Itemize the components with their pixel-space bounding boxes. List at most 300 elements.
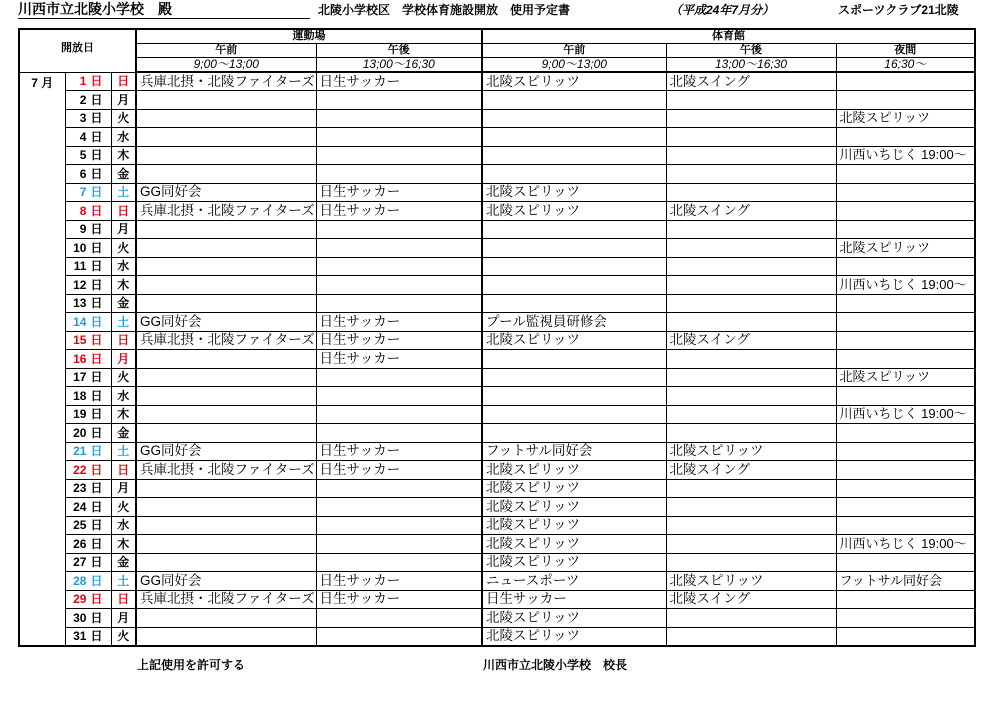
ground-afternoon-cell	[316, 535, 482, 554]
gym-night-cell	[836, 627, 975, 646]
ground-afternoon-cell	[316, 276, 482, 295]
gym-morning-cell: 北陵スピリッツ	[482, 72, 666, 91]
gym-night-time: 16;30～	[836, 57, 975, 72]
schedule-row	[19, 553, 975, 572]
gym-afternoon-cell: 北陵スイング	[666, 72, 836, 91]
gym-morning-cell	[482, 405, 666, 424]
organization: スポーツクラブ21北陵	[838, 3, 959, 17]
schedule-row	[19, 350, 975, 369]
ground-afternoon-cell: 日生サッカー	[316, 461, 482, 480]
weekday-cell: 金	[111, 165, 136, 184]
day-suffix: 日	[90, 240, 103, 255]
gym-afternoon-cell	[666, 387, 836, 406]
schedule-row	[19, 239, 975, 258]
gym-afternoon-cell: 北陵スイング	[666, 590, 836, 609]
gym-afternoon-time: 13;00～16;30	[666, 57, 836, 72]
ground-morning-cell	[136, 220, 316, 239]
gym-afternoon-cell	[666, 183, 836, 202]
schedule-row	[19, 442, 975, 461]
day-cell	[65, 405, 111, 424]
ground-morning-cell	[136, 553, 316, 572]
gym-afternoon-cell	[666, 128, 836, 147]
gym-header: 体育館	[482, 29, 975, 43]
day-suffix: 日	[90, 148, 103, 163]
ground-afternoon-cell	[316, 294, 482, 313]
weekday-cell: 月	[111, 479, 136, 498]
gym-morning-cell: 日生サッカー	[482, 590, 666, 609]
day-suffix: 日	[90, 370, 103, 385]
ground-morning-cell: 兵庫北摂・北陵ファイターズ	[136, 590, 316, 609]
gym-night-cell	[836, 331, 975, 350]
ground-morning-cell	[136, 239, 316, 258]
day-suffix: 日	[90, 296, 103, 311]
day-suffix: 日	[90, 259, 103, 274]
gym-afternoon-cell	[666, 109, 836, 128]
gym-morning-cell: 北陵スピリッツ	[482, 535, 666, 554]
gym-morning-cell: 北陵スピリッツ	[482, 461, 666, 480]
schedule-row	[19, 590, 975, 609]
month-cell: 7 月	[19, 72, 65, 646]
ground-afternoon-cell: 日生サッカー	[316, 572, 482, 591]
day-suffix: 日	[90, 425, 103, 440]
ground-afternoon-cell: 日生サッカー	[316, 590, 482, 609]
gym-afternoon-cell	[666, 146, 836, 165]
day-number: 12	[73, 277, 87, 292]
gym-night-cell	[836, 72, 975, 91]
day-cell	[65, 257, 111, 276]
ground-morning-cell	[136, 609, 316, 628]
gym-afternoon-cell	[666, 257, 836, 276]
day-cell	[65, 572, 111, 591]
ground-afternoon-cell: 日生サッカー	[316, 442, 482, 461]
weekday-cell: 木	[111, 146, 136, 165]
ground-afternoon-cell: 日生サッカー	[316, 183, 482, 202]
day-number: 31	[73, 629, 87, 643]
weekday-cell: 土	[111, 442, 136, 461]
day-cell	[65, 627, 111, 646]
weekday-cell: 土	[111, 572, 136, 591]
gym-afternoon-cell	[666, 350, 836, 369]
period: （平成24年7月分）	[670, 3, 775, 17]
day-cell	[65, 516, 111, 535]
ground-afternoon-cell: 日生サッカー	[316, 331, 482, 350]
gym-morning-header: 午前	[482, 43, 666, 57]
ground-afternoon-cell	[316, 257, 482, 276]
gym-night-cell	[836, 498, 975, 517]
day-cell	[65, 350, 111, 369]
ground-morning-cell	[136, 368, 316, 387]
schedule-row	[19, 331, 975, 350]
day-number: 4	[79, 129, 87, 144]
gym-night-cell	[836, 516, 975, 535]
day-cell	[65, 239, 111, 258]
weekday-cell: 月	[111, 220, 136, 239]
schedule-row	[19, 627, 975, 646]
day-number: 22	[73, 462, 87, 477]
gym-afternoon-cell: 北陵スピリッツ	[666, 572, 836, 591]
gym-morning-cell	[482, 165, 666, 184]
day-number: 16	[73, 351, 87, 366]
ground-afternoon-cell	[316, 627, 482, 646]
weekday-cell: 水	[111, 257, 136, 276]
gym-night-cell	[836, 479, 975, 498]
day-cell	[65, 165, 111, 184]
ground-afternoon-cell	[316, 387, 482, 406]
schedule-row	[19, 609, 975, 628]
day-cell	[65, 72, 111, 91]
gym-night-cell	[836, 553, 975, 572]
day-suffix: 日	[90, 314, 103, 329]
gym-night-cell	[836, 165, 975, 184]
day-number: 5	[79, 148, 87, 163]
day-number: 10	[73, 240, 87, 255]
weekday-cell: 日	[111, 331, 136, 350]
schedule-row	[19, 498, 975, 517]
day-number: 29	[73, 592, 87, 607]
day-number: 1	[79, 74, 87, 89]
gym-morning-cell: プール監視員研修会	[482, 313, 666, 332]
ground-afternoon-cell	[316, 91, 482, 110]
gym-morning-cell: 北陵スピリッツ	[482, 516, 666, 535]
weekday-cell: 火	[111, 498, 136, 517]
weekday-cell: 火	[111, 239, 136, 258]
gym-afternoon-cell	[666, 479, 836, 498]
day-number: 6	[79, 166, 87, 181]
schedule-table	[18, 28, 976, 647]
gym-morning-cell: フットサル同好会	[482, 442, 666, 461]
schedule-row	[19, 368, 975, 387]
schedule-row	[19, 109, 975, 128]
day-number: 25	[73, 518, 87, 533]
day-suffix: 日	[90, 536, 103, 551]
day-number: 18	[73, 388, 87, 403]
ground-morning-cell	[136, 498, 316, 517]
weekday-cell: 日	[111, 72, 136, 91]
ground-afternoon-cell	[316, 220, 482, 239]
day-suffix: 日	[90, 629, 103, 643]
gym-afternoon-cell	[666, 498, 836, 517]
day-suffix: 日	[90, 388, 103, 403]
weekday-cell: 水	[111, 387, 136, 406]
ground-afternoon-cell	[316, 239, 482, 258]
day-cell	[65, 424, 111, 443]
day-cell	[65, 609, 111, 628]
day-suffix: 日	[90, 222, 103, 237]
ground-afternoon-cell	[316, 424, 482, 443]
ground-afternoon-cell: 日生サッカー	[316, 72, 482, 91]
day-number: 14	[73, 314, 87, 329]
schedule-row	[19, 276, 975, 295]
ground-morning-cell	[136, 294, 316, 313]
gym-morning-cell: 北陵スピリッツ	[482, 627, 666, 646]
gym-morning-cell	[482, 257, 666, 276]
ground-afternoon-cell	[316, 165, 482, 184]
day-suffix: 日	[90, 592, 103, 607]
gym-afternoon-cell: 北陵スイング	[666, 461, 836, 480]
weekday-cell: 日	[111, 202, 136, 221]
ground-afternoon-cell	[316, 553, 482, 572]
ground-afternoon-cell: 日生サッカー	[316, 350, 482, 369]
ground-morning-cell	[136, 128, 316, 147]
day-suffix: 日	[90, 481, 103, 496]
day-number: 7	[79, 185, 87, 200]
schedule-row	[19, 387, 975, 406]
ground-header: 運動場	[136, 29, 482, 43]
gym-afternoon-cell	[666, 220, 836, 239]
schedule-row	[19, 257, 975, 276]
day-number: 27	[73, 555, 87, 570]
day-cell	[65, 553, 111, 572]
schedule-row	[19, 128, 975, 147]
weekday-cell: 木	[111, 276, 136, 295]
schedule-row	[19, 479, 975, 498]
gym-night-header: 夜間	[836, 43, 975, 57]
gym-afternoon-cell	[666, 405, 836, 424]
document-title: 北陵小学校区 学校体育施設開放 使用予定書	[318, 3, 571, 17]
ground-afternoon-cell	[316, 516, 482, 535]
day-cell	[65, 498, 111, 517]
ground-morning-cell	[136, 146, 316, 165]
day-suffix: 日	[90, 555, 103, 570]
day-cell	[65, 313, 111, 332]
ground-morning-cell	[136, 424, 316, 443]
gym-night-cell	[836, 91, 975, 110]
ground-afternoon-cell	[316, 405, 482, 424]
ground-afternoon-cell	[316, 609, 482, 628]
day-number: 11	[73, 259, 87, 274]
gym-night-cell: 北陵スピリッツ	[836, 109, 975, 128]
day-suffix: 日	[90, 407, 103, 422]
weekday-cell: 金	[111, 294, 136, 313]
gym-morning-cell	[482, 350, 666, 369]
weekday-cell: 火	[111, 627, 136, 646]
weekday-cell: 月	[111, 350, 136, 369]
weekday-cell: 日	[111, 590, 136, 609]
gym-night-cell	[836, 387, 975, 406]
gym-morning-cell	[482, 91, 666, 110]
schedule-row	[19, 294, 975, 313]
schedule-row	[19, 424, 975, 443]
ground-morning-cell: GG同好会	[136, 572, 316, 591]
day-suffix: 日	[90, 111, 103, 126]
weekday-cell: 火	[111, 109, 136, 128]
gym-night-cell	[836, 424, 975, 443]
gym-afternoon-cell	[666, 627, 836, 646]
day-number: 17	[73, 370, 87, 385]
gym-afternoon-cell	[666, 553, 836, 572]
ground-morning-cell	[136, 479, 316, 498]
ground-morning-cell: GG同好会	[136, 313, 316, 332]
gym-morning-cell	[482, 276, 666, 295]
gym-afternoon-cell	[666, 165, 836, 184]
gym-morning-cell: 北陵スピリッツ	[482, 498, 666, 517]
gym-morning-cell: ニュースポーツ	[482, 572, 666, 591]
gym-night-cell: 北陵スピリッツ	[836, 239, 975, 258]
schedule-row	[19, 313, 975, 332]
ground-morning-cell	[136, 350, 316, 369]
day-cell	[65, 276, 111, 295]
weekday-cell: 月	[111, 91, 136, 110]
day-cell	[65, 461, 111, 480]
gym-night-cell	[836, 183, 975, 202]
gym-morning-cell: 北陵スピリッツ	[482, 609, 666, 628]
gym-afternoon-cell	[666, 91, 836, 110]
ground-morning-cell: 兵庫北摂・北陵ファイターズ	[136, 461, 316, 480]
gym-night-cell: 北陵スピリッツ	[836, 368, 975, 387]
ground-morning-cell	[136, 165, 316, 184]
day-number: 3	[79, 111, 87, 126]
gym-night-cell: 川西いちじく 19:00～	[836, 535, 975, 554]
day-number: 19	[73, 407, 87, 422]
gym-afternoon-cell	[666, 535, 836, 554]
schedule-row	[19, 146, 975, 165]
weekday-cell: 金	[111, 424, 136, 443]
gym-morning-cell	[482, 387, 666, 406]
day-cell	[65, 331, 111, 350]
day-cell	[65, 479, 111, 498]
ground-afternoon-cell: 日生サッカー	[316, 313, 482, 332]
gym-night-cell	[836, 202, 975, 221]
ground-morning-time: 9;00～13;00	[136, 57, 316, 72]
gym-morning-cell	[482, 146, 666, 165]
day-cell	[65, 368, 111, 387]
day-cell	[65, 387, 111, 406]
schedule-row	[19, 572, 975, 591]
schedule-row	[19, 183, 975, 202]
schedule-row	[19, 202, 975, 221]
gym-night-cell	[836, 590, 975, 609]
gym-night-cell	[836, 220, 975, 239]
schedule-row	[19, 165, 975, 184]
ground-afternoon-cell	[316, 368, 482, 387]
day-number: 26	[73, 536, 87, 551]
ground-afternoon-time: 13;00～16;30	[316, 57, 482, 72]
gym-morning-cell	[482, 220, 666, 239]
gym-afternoon-cell	[666, 368, 836, 387]
gym-morning-cell: 北陵スピリッツ	[482, 479, 666, 498]
gym-morning-cell: 北陵スピリッツ	[482, 331, 666, 350]
gym-afternoon-cell	[666, 239, 836, 258]
day-suffix: 日	[90, 351, 103, 366]
ground-morning-cell: 兵庫北摂・北陵ファイターズ	[136, 202, 316, 221]
day-number: 9	[79, 222, 87, 237]
day-number: 20	[73, 425, 87, 440]
gym-morning-cell	[482, 239, 666, 258]
gym-night-cell	[836, 313, 975, 332]
schedule-row	[19, 405, 975, 424]
gym-morning-cell	[482, 128, 666, 147]
gym-afternoon-cell: 北陵スイング	[666, 202, 836, 221]
day-cell	[65, 442, 111, 461]
gym-night-cell	[836, 128, 975, 147]
gym-afternoon-header: 午後	[666, 43, 836, 57]
ground-afternoon-header: 午後	[316, 43, 482, 57]
day-suffix: 日	[90, 444, 103, 459]
gym-night-cell: フットサル同好会	[836, 572, 975, 591]
day-suffix: 日	[90, 74, 103, 89]
schedule-row	[19, 516, 975, 535]
day-cell	[65, 146, 111, 165]
approval-text: 上記使用を許可する	[137, 658, 246, 672]
weekday-cell: 木	[111, 405, 136, 424]
ground-morning-cell: GG同好会	[136, 442, 316, 461]
day-suffix: 日	[90, 129, 103, 144]
day-cell	[65, 590, 111, 609]
day-cell	[65, 183, 111, 202]
ground-morning-cell	[136, 405, 316, 424]
gym-morning-cell: 北陵スピリッツ	[482, 202, 666, 221]
weekday-cell: 水	[111, 516, 136, 535]
day-number: 2	[79, 92, 87, 107]
gym-night-cell	[836, 609, 975, 628]
weekday-cell: 火	[111, 368, 136, 387]
ground-morning-cell	[136, 387, 316, 406]
ground-afternoon-cell	[316, 146, 482, 165]
day-suffix: 日	[90, 499, 103, 514]
schedule-row	[19, 91, 975, 110]
ground-afternoon-cell	[316, 109, 482, 128]
day-suffix: 日	[90, 185, 103, 200]
day-cell	[65, 535, 111, 554]
schedule-row	[19, 72, 975, 91]
gym-night-cell: 川西いちじく 19:00～	[836, 405, 975, 424]
gym-afternoon-cell	[666, 424, 836, 443]
schedule-row	[19, 535, 975, 554]
day-suffix: 日	[90, 610, 103, 625]
ground-morning-cell	[136, 516, 316, 535]
day-suffix: 日	[90, 166, 103, 181]
day-suffix: 日	[90, 203, 103, 218]
ground-afternoon-cell	[316, 128, 482, 147]
weekday-cell: 土	[111, 313, 136, 332]
gym-night-cell	[836, 461, 975, 480]
gym-night-cell	[836, 350, 975, 369]
ground-morning-cell: 兵庫北摂・北陵ファイターズ	[136, 331, 316, 350]
day-suffix: 日	[90, 92, 103, 107]
gym-afternoon-cell	[666, 294, 836, 313]
gym-morning-cell: 北陵スピリッツ	[482, 553, 666, 572]
ground-afternoon-cell	[316, 479, 482, 498]
day-cell	[65, 202, 111, 221]
day-cell	[65, 109, 111, 128]
schedule-body	[19, 72, 975, 646]
gym-night-cell	[836, 257, 975, 276]
day-number: 28	[73, 573, 87, 588]
gym-night-cell	[836, 294, 975, 313]
day-suffix: 日	[90, 277, 103, 292]
weekday-cell: 水	[111, 128, 136, 147]
weekday-cell: 金	[111, 553, 136, 572]
principal-signature-line: 川西市立北陵小学校 校長	[483, 658, 628, 672]
day-suffix: 日	[90, 573, 103, 588]
day-number: 23	[73, 481, 87, 496]
schedule-row	[19, 461, 975, 480]
ground-morning-cell	[136, 257, 316, 276]
gym-afternoon-cell	[666, 276, 836, 295]
ground-morning-cell	[136, 276, 316, 295]
day-cell	[65, 128, 111, 147]
gym-morning-cell	[482, 294, 666, 313]
gym-night-cell: 川西いちじく 19:00～	[836, 276, 975, 295]
day-number: 30	[73, 610, 87, 625]
gym-night-cell: 川西いちじく 19:00～	[836, 146, 975, 165]
weekday-cell: 土	[111, 183, 136, 202]
day-cell	[65, 91, 111, 110]
gym-morning-cell: 北陵スピリッツ	[482, 183, 666, 202]
weekday-cell: 月	[111, 609, 136, 628]
day-suffix: 日	[90, 333, 103, 348]
gym-afternoon-cell: 北陵スイング	[666, 331, 836, 350]
